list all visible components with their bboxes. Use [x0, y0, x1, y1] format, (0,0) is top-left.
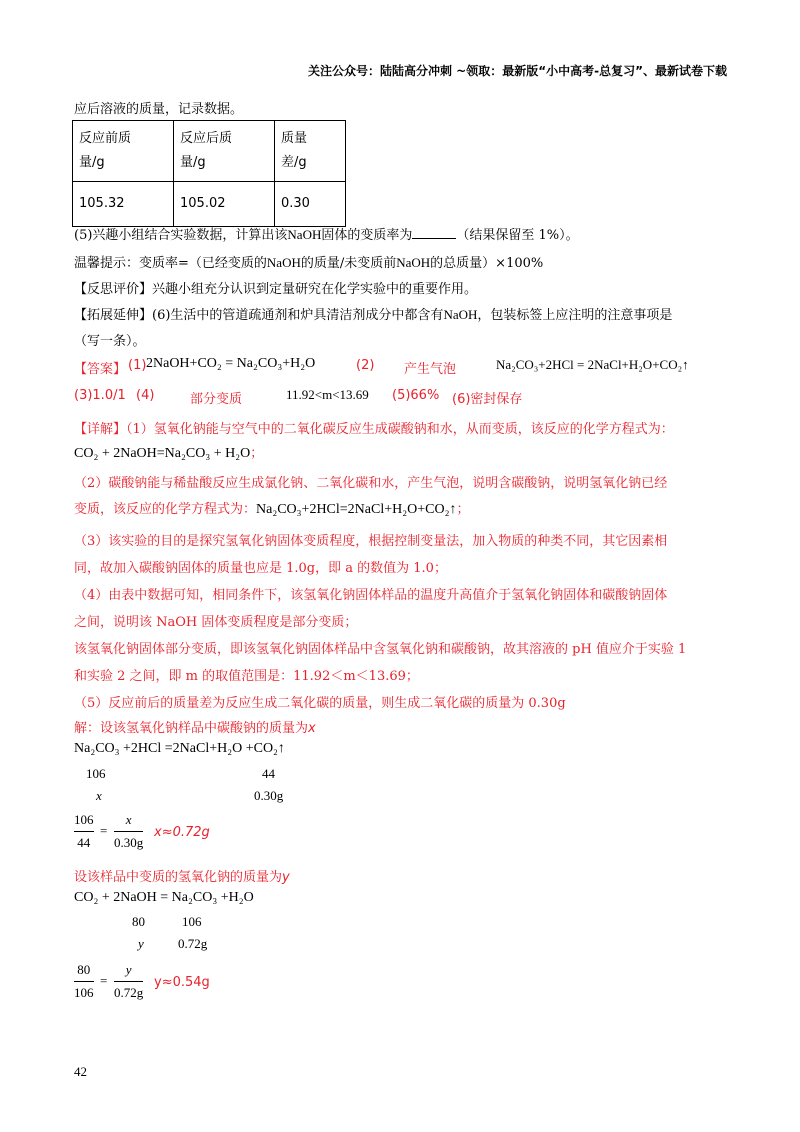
answer-3: (3)1.0/1 [74, 388, 126, 403]
hint-line: 温馨提示：变质率=（已经变质的NaOH的质量/未变质前NaOH的总质量）×100% [74, 255, 544, 271]
detail-para-5: （5）反应前后的质量差为反应生成二氧化碳的质量，则生成二氧化碳的质量为 0.30g [74, 696, 566, 711]
data-table [72, 120, 346, 227]
calc-2-intro: 设该样品中变质的氢氧化钠的质量为y [74, 870, 290, 885]
table-row [73, 182, 346, 227]
calc-1-fraction-b: x 0.30g [114, 812, 144, 850]
calc-1-var-1: x [96, 788, 102, 803]
calc-2-fraction-a: 80 106 [74, 962, 94, 1000]
calc-2-var-1: y [138, 936, 144, 951]
detail-para-3a: （3）该实验的目的是探究氢氧化钠固体变质程度，根据控制变量法，加入物质的种类不同，其它因素相 [74, 534, 668, 549]
calc-2-result: y≈0.54g [154, 975, 210, 990]
detail-para-2a: （2）碳酸钠能与稀盐酸反应生成氯化钠、二氧化碳和水，产生气泡，说明含碳酸钠，说明氢氧化钠已经 [74, 476, 668, 491]
detail-para-3b: 同，故加入碳酸钠固体的质量也应是 1.0g，即 a 的数值为 1.0； [74, 561, 447, 576]
table-cell: 0.30 [275, 182, 346, 227]
calc-2-fraction-b: y 0.72g [114, 962, 144, 1000]
calc-2-mass-1: 80 [132, 914, 145, 929]
answer-4-range: 11.92<m<13.69 [286, 387, 369, 402]
detail-para-1: 【详解】（1）氢氧化钠能与空气中的二氧化碳反应生成碳酸钠和水，从而变质，该反应的化学方程式为： [74, 422, 674, 437]
calc-1-equals: = [100, 823, 108, 838]
question-5: (5)兴趣小组结合实验数据，计算出该NaOH固体的变质率为 （结果保留至 1%）。 [74, 227, 579, 243]
calc-1-var-2: 0.30g [254, 788, 284, 803]
answer-2-equation: Na₂CO₃+2HCl = 2NaCl+H₂O+CO₂↑ [496, 357, 689, 372]
calc-2-equals: = [100, 973, 108, 988]
calc-1-fraction-a: 106 44 [74, 812, 94, 850]
table-header-row [73, 121, 346, 182]
calc-2-equation: CO₂ + 2NaOH = Na₂CO₃ +H₂O [74, 890, 254, 905]
detail-para-2b: 变质，该反应的化学方程式为：Na₂CO₃+2HCl=2NaCl+H₂O+CO₂↑； [74, 502, 470, 517]
detail-para-4a: （4）由表中数据可知，相同条件下，该氢氧化钠固体样品的温度升高值介于氢氧化钠固体和碳酸钠固体 [74, 588, 668, 603]
calc-1-equation: Na₂CO₃ +2HCl =2NaCl+H₂O +CO₂↑ [74, 741, 285, 756]
table-header-cell: 反应前质 量/g [73, 121, 174, 182]
calc-2-var-2: 0.72g [178, 936, 208, 951]
answer-1-num: (1) [128, 358, 147, 373]
calc-1-intro: 解：设该氢氧化钠样品中碳酸钠的质量为x [74, 721, 316, 736]
answer-6: (6)密封保存 [452, 392, 523, 407]
extension-line: 【拓展延伸】(6)生活中的管道疏通剂和炉具清洁剂成分中都含有NaOH，包装标签上应注明的注意事项是 [74, 307, 673, 323]
detail-para-4b: 之间，说明该 NaOH 固体变质程度是部分变质； [74, 615, 358, 630]
reflection-line: 【反思评价】兴趣小组充分认识到定量研究在化学实验中的重要作用。 [74, 282, 478, 297]
answer-5: (5)66% [392, 388, 440, 403]
detail-para-4c: 该氢氧化钠固体部分变质，即该氢氧化钠固体样品中含氢氧化钠和碳酸钠，故其溶液的 pH 值应介于实验 1 [74, 642, 687, 657]
answer-label: 【答案】 [74, 362, 127, 377]
answer-4-num: (4) [136, 388, 155, 403]
answer-1-equation: 2NaOH+CO₂ = Na₂CO₃+H₂O [146, 356, 316, 371]
detail-para-4d: 和实验 2 之间，即 m 的取值范围是：11.92＜m＜13.69； [74, 669, 419, 684]
intro-line: 应后溶液的质量，记录数据。 [74, 102, 244, 117]
page-header: 关注公众号：陆陆高分冲刺 ~领取：最新版“小中高考-总复习”、最新试卷下载 [308, 64, 727, 78]
table-cell: 105.32 [73, 182, 174, 227]
answer-2-text: 产生气泡 [404, 362, 457, 377]
extension-line-2: （写一条）。 [74, 334, 146, 349]
page-number: 42 [74, 1064, 87, 1079]
table-cell: 105.02 [174, 182, 275, 227]
detail-eq-1-line: CO₂ + 2NaOH=Na₂CO₃ + H₂O； [74, 446, 264, 461]
answer-4-text: 部分变质 [190, 392, 243, 407]
calc-1-mass-2: 44 [262, 766, 275, 781]
answer-2-num: (2) [356, 358, 375, 373]
table-header-cell: 反应后质 量/g [174, 121, 275, 182]
calc-1-mass-1: 106 [86, 766, 106, 781]
calc-2-mass-2: 106 [182, 914, 202, 929]
answer-blank [412, 226, 456, 239]
calc-1-result: x≈0.72g [154, 825, 210, 840]
table-header-cell: 质量 差/g [275, 121, 346, 182]
